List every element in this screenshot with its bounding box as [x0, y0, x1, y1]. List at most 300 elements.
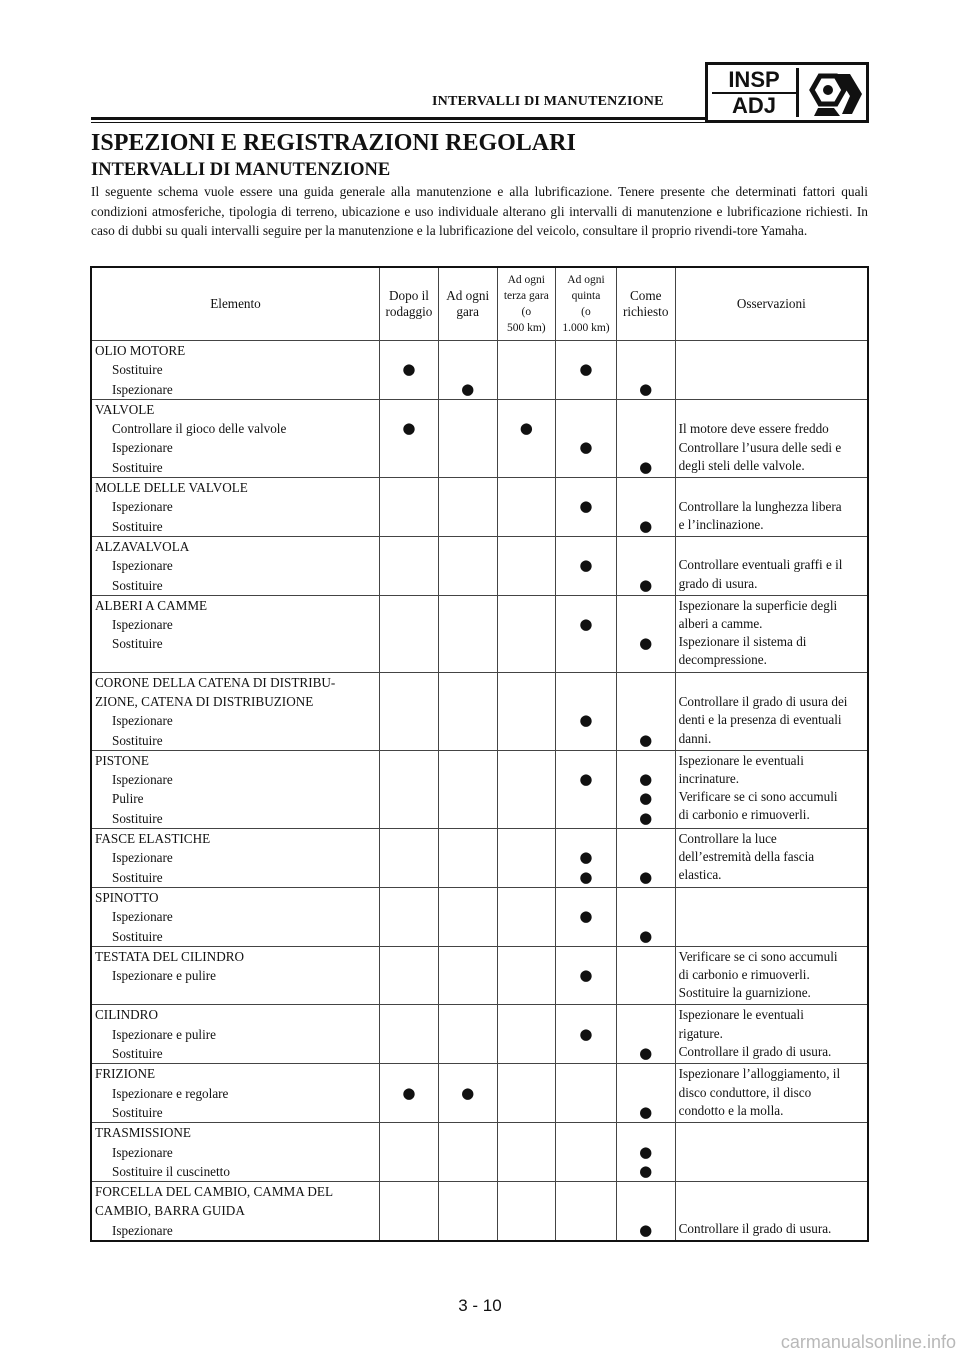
check-dot-icon: ●	[402, 360, 416, 379]
remark-line: decompressione.	[678, 652, 767, 668]
sub-item: Ispezionare	[112, 772, 173, 788]
empty-mark	[439, 634, 497, 653]
remarks-cell	[675, 399, 868, 477]
sub-item: Sostituire	[112, 1104, 163, 1120]
remarks-cell	[675, 1182, 868, 1241]
remarks-cell	[675, 887, 868, 946]
interval-cell	[438, 478, 497, 537]
group-title: CAMBIO, BARRA GUIDA	[95, 1203, 245, 1219]
empty-mark	[380, 1221, 438, 1240]
spacer	[439, 1064, 497, 1083]
spacer	[498, 1201, 556, 1220]
spacer	[556, 1123, 616, 1142]
remark-line: di carbonio e rimuoverli.	[678, 807, 810, 823]
table-row	[91, 595, 868, 672]
section-subtitle: INTERVALLI DI MANUTENZIONE	[91, 160, 391, 180]
interval-cell	[438, 595, 497, 672]
empty-mark	[439, 497, 497, 516]
empty-mark	[498, 809, 556, 828]
spacer	[439, 341, 497, 360]
spacer	[498, 1123, 556, 1142]
check-dot-icon: ●	[639, 1102, 653, 1121]
interval-cell	[380, 1064, 439, 1123]
table-row	[91, 341, 868, 400]
remark-line: Ispezionare le eventuali	[678, 752, 804, 768]
column-header-line: Osservazioni	[736, 296, 806, 311]
group-title: FASCE ELASTICHE	[95, 831, 211, 847]
remark-line: e l’inclinazione.	[678, 516, 764, 532]
check-dot-icon: ●	[639, 1161, 653, 1180]
spacer	[617, 1064, 675, 1083]
empty-mark	[380, 556, 438, 575]
spacer	[380, 947, 438, 966]
interval-cell	[497, 750, 556, 828]
column-header-line: Ad ogni	[567, 274, 605, 286]
remark-line: denti e la presenza di eventuali	[678, 712, 842, 728]
empty-mark	[617, 438, 675, 457]
remark-line: Controllare l’usura delle sedi e	[678, 439, 842, 455]
empty-mark	[439, 868, 497, 887]
remark-line: disco conduttore, il disco	[678, 1084, 812, 1100]
interval-cell	[497, 536, 556, 595]
spacer	[380, 478, 438, 497]
interval-cell	[616, 399, 675, 477]
spacer	[380, 888, 438, 907]
group-title: FORCELLA DEL CAMBIO, CAMMA DEL	[95, 1184, 333, 1200]
spacer	[617, 829, 675, 848]
element-cell	[91, 1123, 380, 1182]
group-title: ALZAVALVOLA	[95, 538, 190, 554]
sub-item: Sostituire	[112, 362, 163, 378]
empty-mark	[498, 556, 556, 575]
remarks-cell	[675, 1123, 868, 1182]
check-dot-icon: ●	[579, 867, 593, 886]
logo-text-block	[712, 68, 799, 117]
remarks-cell	[675, 750, 868, 828]
sub-item: Ispezionare	[112, 499, 173, 515]
interval-cell	[380, 1182, 439, 1241]
empty-mark	[380, 576, 438, 595]
header-rule	[91, 117, 705, 120]
spacer	[556, 400, 616, 419]
remark-line: alberi a camme.	[678, 616, 763, 632]
remark-line: Controllare eventuali graffi e il	[678, 557, 843, 573]
interval-cell	[380, 595, 439, 672]
sub-item: Sostituire	[112, 869, 163, 885]
empty-mark	[380, 1162, 438, 1181]
interval-cell	[497, 829, 556, 888]
spacer	[439, 888, 497, 907]
interval-cell	[497, 1123, 556, 1182]
spacer	[556, 829, 616, 848]
empty-mark	[617, 615, 675, 634]
group-title: ALBERI A CAMME	[95, 597, 208, 613]
sub-item: Ispezionare	[112, 1144, 173, 1160]
remark-line: incrinature.	[678, 771, 740, 787]
empty-mark	[498, 615, 556, 634]
empty-mark	[617, 556, 675, 575]
spacer	[556, 888, 616, 907]
wrench-nut-icon	[806, 70, 864, 118]
group-title: VALVOLE	[95, 401, 155, 417]
empty-mark	[556, 634, 616, 653]
empty-mark	[439, 1221, 497, 1240]
group-title: MOLLE DELLE VALVOLE	[95, 480, 248, 496]
sub-item: Ispezionare e pulire	[112, 1026, 216, 1042]
spacer	[498, 751, 556, 770]
interval-cell	[556, 672, 617, 750]
sub-item: Ispezionare e regolare	[112, 1085, 229, 1101]
group-title: FRIZIONE	[95, 1066, 156, 1082]
empty-mark	[498, 1084, 556, 1103]
watermark: carmanualsonline.info	[780, 1332, 956, 1352]
check-dot-icon: ●	[579, 711, 593, 730]
remarks-cell	[675, 672, 868, 750]
remarks-cell	[675, 341, 868, 400]
empty-mark	[617, 1084, 675, 1103]
spacer	[556, 751, 616, 770]
interval-cell	[438, 399, 497, 477]
remark-line: Ispezionare la superficie degli	[678, 597, 838, 613]
group-title: CILINDRO	[95, 1007, 159, 1023]
empty-mark	[617, 1025, 675, 1044]
sub-item: Ispezionare	[112, 850, 173, 866]
spacer	[380, 596, 438, 615]
check-dot-icon: ●	[579, 966, 593, 985]
spacer	[617, 692, 675, 711]
check-dot-icon: ●	[579, 360, 593, 379]
empty-mark	[498, 438, 556, 457]
interval-cell	[616, 595, 675, 672]
check-dot-icon: ●	[461, 379, 475, 398]
empty-mark	[439, 848, 497, 867]
spacer	[439, 829, 497, 848]
table-row	[91, 1182, 868, 1241]
interval-cell	[616, 1064, 675, 1123]
interval-cell	[380, 829, 439, 888]
check-dot-icon: ●	[579, 497, 593, 516]
interval-cell	[497, 1005, 556, 1064]
table-row	[91, 399, 868, 477]
check-dot-icon: ●	[639, 808, 653, 827]
spacer	[439, 751, 497, 770]
empty-mark	[498, 927, 556, 946]
element-cell	[91, 536, 380, 595]
element-cell	[91, 829, 380, 888]
check-dot-icon: ●	[579, 438, 593, 457]
spacer	[439, 537, 497, 556]
interval-cell	[438, 1005, 497, 1064]
empty-mark	[617, 419, 675, 438]
spacer	[380, 1123, 438, 1142]
empty-mark	[380, 770, 438, 789]
column-header-line: Ad ogni	[507, 274, 545, 286]
table-row	[91, 536, 868, 595]
table-row	[91, 946, 868, 1005]
empty-mark	[380, 809, 438, 828]
empty-mark	[498, 966, 556, 985]
empty-mark	[498, 576, 556, 595]
spacer	[617, 400, 675, 419]
interval-cell	[438, 887, 497, 946]
empty-mark	[380, 711, 438, 730]
group-title: SPINOTTO	[95, 889, 159, 905]
interval-cell	[438, 341, 497, 400]
empty-mark	[498, 458, 556, 477]
check-dot-icon: ●	[579, 615, 593, 634]
table-row	[91, 1005, 868, 1064]
remark-line: degli steli delle valvole.	[678, 457, 805, 473]
empty-mark	[498, 360, 556, 379]
remark-line: Ispezionare il sistema di	[678, 634, 807, 650]
column-header	[380, 267, 439, 341]
remark-line: Controllare la lunghezza libera	[678, 498, 842, 514]
spacer	[380, 1005, 438, 1024]
spacer	[498, 1005, 556, 1024]
empty-mark	[439, 1044, 497, 1063]
empty-mark	[380, 848, 438, 867]
column-header-line: (o	[581, 306, 591, 318]
empty-mark	[439, 458, 497, 477]
empty-mark	[617, 966, 675, 985]
spacer	[498, 596, 556, 615]
maintenance-schedule-table	[90, 266, 869, 1242]
element-cell	[91, 946, 380, 1005]
remark-line: rigature.	[678, 1025, 723, 1041]
interval-cell	[556, 1123, 617, 1182]
sub-item: Sostituire	[112, 810, 163, 826]
interval-cell	[497, 341, 556, 400]
interval-cell	[556, 829, 617, 888]
empty-mark	[380, 731, 438, 750]
remark-line: Il motore deve essere freddo	[678, 421, 829, 437]
interval-cell	[616, 946, 675, 1005]
empty-mark	[556, 1044, 616, 1063]
page-title: ISPEZIONI E REGISTRAZIONI REGOLARI	[91, 130, 576, 156]
interval-cell	[497, 1064, 556, 1123]
spacer	[556, 596, 616, 615]
spacer	[617, 673, 675, 692]
interval-cell	[438, 672, 497, 750]
empty-mark	[439, 789, 497, 808]
spacer	[498, 341, 556, 360]
sub-item: Ispezionare	[112, 558, 173, 574]
check-dot-icon: ●	[402, 1083, 416, 1102]
spacer	[617, 751, 675, 770]
remarks-cell	[675, 1064, 868, 1123]
empty-mark	[556, 1143, 616, 1162]
spacer	[439, 1182, 497, 1201]
remarks-cell	[675, 1005, 868, 1064]
spacer	[498, 537, 556, 556]
spacer	[498, 1182, 556, 1201]
interval-cell	[380, 672, 439, 750]
column-header-line: Ad ogni	[446, 288, 490, 303]
empty-mark	[439, 966, 497, 985]
empty-mark	[556, 1084, 616, 1103]
interval-cell	[556, 750, 617, 828]
spacer	[556, 537, 616, 556]
spacer	[498, 400, 556, 419]
empty-mark	[498, 868, 556, 887]
spacer	[439, 1201, 497, 1220]
empty-mark	[556, 731, 616, 750]
empty-mark	[556, 927, 616, 946]
remark-line: condotto e la molla.	[678, 1102, 784, 1118]
check-dot-icon: ●	[461, 1083, 475, 1102]
interval-cell	[556, 478, 617, 537]
table-row	[91, 478, 868, 537]
spacer	[617, 1005, 675, 1024]
remark-line: dell’estremità della fascia	[678, 849, 815, 865]
empty-mark	[498, 497, 556, 516]
sub-item: Sostituire	[112, 928, 163, 944]
empty-mark	[380, 634, 438, 653]
header-rule-thin	[91, 122, 705, 123]
sub-item: Sostituire	[112, 518, 163, 534]
remark-line: grado di usura.	[678, 575, 758, 591]
spacer	[439, 478, 497, 497]
spacer	[617, 1182, 675, 1201]
spacer	[380, 400, 438, 419]
empty-mark	[498, 634, 556, 653]
interval-cell	[556, 1005, 617, 1064]
spacer	[439, 400, 497, 419]
remark-line: Controllare il grado di usura.	[678, 1043, 832, 1059]
remarks-cell	[675, 478, 868, 537]
spacer	[498, 692, 556, 711]
sub-item: Ispezionare	[112, 713, 173, 729]
interval-cell	[497, 887, 556, 946]
empty-mark	[498, 1143, 556, 1162]
check-dot-icon: ●	[639, 1044, 653, 1063]
interval-cell	[380, 887, 439, 946]
interval-cell	[438, 1064, 497, 1123]
interval-cell	[380, 946, 439, 1005]
column-header-line: Dopo il	[388, 288, 429, 303]
spacer	[380, 692, 438, 711]
empty-mark	[380, 789, 438, 808]
insp-adj-logo	[705, 62, 869, 123]
interval-cell	[616, 341, 675, 400]
empty-mark	[439, 419, 497, 438]
spacer	[439, 673, 497, 692]
empty-mark	[380, 438, 438, 457]
group-title: CORONE DELLA CATENA DI DISTRIBU-	[95, 674, 336, 690]
spacer	[617, 888, 675, 907]
spacer	[556, 1064, 616, 1083]
empty-mark	[556, 1103, 616, 1122]
interval-cell	[616, 672, 675, 750]
interval-cell	[497, 1182, 556, 1241]
empty-mark	[556, 809, 616, 828]
check-dot-icon: ●	[579, 907, 593, 926]
empty-mark	[556, 380, 616, 399]
empty-mark	[380, 927, 438, 946]
group-title: ZIONE, CATENA DI DISTRIBUZIONE	[95, 693, 314, 709]
empty-mark	[498, 1103, 556, 1122]
element-cell	[91, 478, 380, 537]
empty-mark	[498, 848, 556, 867]
check-dot-icon: ●	[639, 575, 653, 594]
interval-cell	[497, 946, 556, 1005]
remark-line: Controllare il grado di usura.	[678, 1220, 832, 1236]
empty-mark	[556, 1162, 616, 1181]
sub-item: Ispezionare	[112, 381, 173, 397]
empty-mark	[498, 770, 556, 789]
remarks-cell	[675, 946, 868, 1005]
group-title: TRASMISSIONE	[95, 1125, 191, 1141]
empty-mark	[380, 1044, 438, 1063]
table-row	[91, 750, 868, 828]
interval-cell	[497, 399, 556, 477]
check-dot-icon: ●	[579, 1024, 593, 1043]
element-cell	[91, 341, 380, 400]
remarks-cell	[675, 536, 868, 595]
empty-mark	[617, 711, 675, 730]
empty-mark	[380, 907, 438, 926]
empty-mark	[617, 360, 675, 379]
column-header	[497, 267, 556, 341]
spacer	[617, 478, 675, 497]
remark-line: elastica.	[678, 867, 722, 883]
spacer	[380, 1064, 438, 1083]
interval-cell	[380, 478, 439, 537]
sub-item: Pulire	[112, 791, 144, 807]
check-dot-icon: ●	[639, 867, 653, 886]
remark-line: Ispezionare le eventuali	[678, 1007, 804, 1023]
empty-mark	[498, 907, 556, 926]
empty-mark	[380, 497, 438, 516]
interval-cell	[616, 1182, 675, 1241]
remark-line: Controllare il grado di usura dei	[678, 694, 848, 710]
interval-cell	[616, 1005, 675, 1064]
empty-mark	[439, 731, 497, 750]
sub-item: Ispezionare	[112, 440, 173, 456]
empty-mark	[556, 458, 616, 477]
spacer	[498, 888, 556, 907]
spacer	[439, 1123, 497, 1142]
empty-mark	[439, 1143, 497, 1162]
interval-cell	[556, 536, 617, 595]
empty-mark	[380, 615, 438, 634]
column-header	[438, 267, 497, 341]
empty-mark	[439, 1103, 497, 1122]
remark-line: Sostituire la guarnizione.	[678, 985, 811, 1001]
spacer	[556, 692, 616, 711]
column-header-line: terza gara	[503, 290, 549, 302]
empty-mark	[439, 360, 497, 379]
table-row	[91, 672, 868, 750]
empty-mark	[617, 848, 675, 867]
empty-mark	[617, 907, 675, 926]
spacer	[380, 537, 438, 556]
interval-cell	[438, 1123, 497, 1182]
check-dot-icon: ●	[639, 730, 653, 749]
column-header-line: Elemento	[210, 296, 261, 311]
spacer	[617, 341, 675, 360]
empty-mark	[556, 517, 616, 536]
remark-line: Ispezionare l’alloggiamento, il	[678, 1066, 841, 1082]
interval-cell	[556, 887, 617, 946]
interval-cell	[438, 536, 497, 595]
empty-mark	[439, 809, 497, 828]
spacer	[439, 1005, 497, 1024]
check-dot-icon: ●	[639, 789, 653, 808]
spacer	[380, 1201, 438, 1220]
check-dot-icon: ●	[579, 556, 593, 575]
column-header-line: quinta	[571, 290, 601, 302]
